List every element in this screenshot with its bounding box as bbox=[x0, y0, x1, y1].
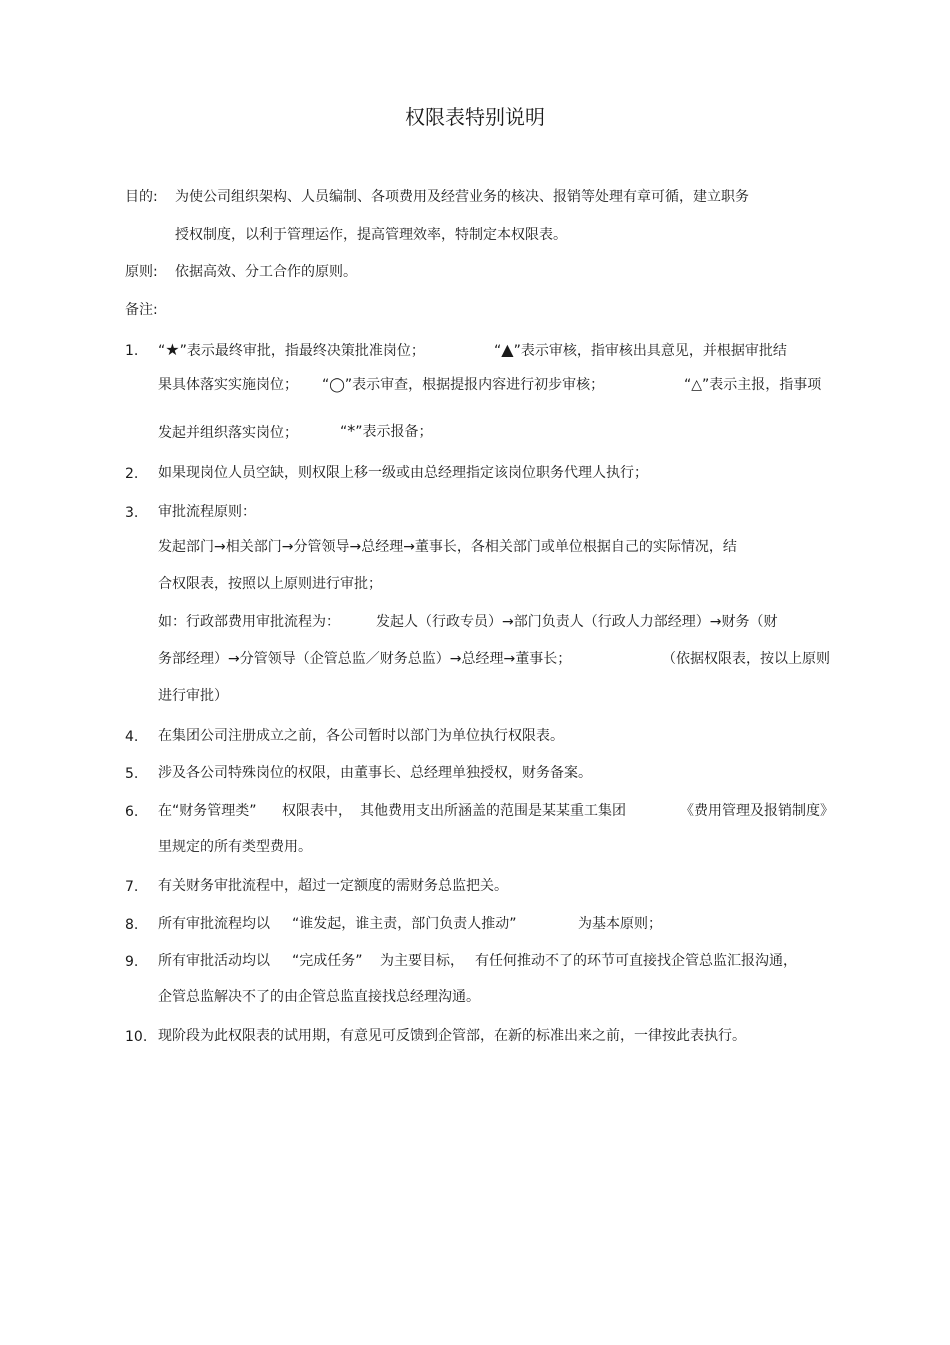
item-6-line1-c: 其他费用支出所涵盖的范围是某某重工集团 bbox=[360, 803, 626, 819]
star-symbol: ★ bbox=[165, 340, 180, 359]
item-9-number: 9. bbox=[125, 954, 139, 970]
item-1-line2-b: “◯”表示审查，根据提报内容进行初步审核； bbox=[322, 377, 605, 393]
item-3-line5-a: 务部经理）→分管领导（企管总监／财务总监）→总经理→董事长； bbox=[158, 651, 572, 667]
notes-label: 备注: bbox=[125, 302, 158, 318]
item-6-number: 6. bbox=[125, 804, 139, 820]
principle-label: 原则: bbox=[125, 264, 158, 280]
item-1-line2-a: 果具体落实实施岗位； bbox=[158, 377, 298, 393]
item-1-line1-b bbox=[494, 340, 787, 361]
item-6-line1-d: 《费用管理及报销制度》 bbox=[680, 803, 834, 819]
item-3-heading: 审批流程原则： bbox=[158, 504, 256, 520]
item-8-number: 8. bbox=[125, 917, 139, 933]
item-6-line1-a: 在“财务管理类” bbox=[158, 803, 257, 819]
purpose-label: 目的: bbox=[125, 189, 158, 205]
item-4-text: 在集团公司注册成立之前，各公司暂时以部门为单位执行权限表。 bbox=[158, 728, 564, 744]
item-9-text-b: “完成任务” bbox=[292, 953, 363, 969]
page-title: 权限表特别说明 bbox=[405, 105, 545, 129]
item-1-triangle-desc: ”表示审核，指审核出具意见，并根据审批结 bbox=[513, 343, 787, 359]
item-10-text: 现阶段为此权限表的试用期，有意见可反馈到企管部，在新的标准出来之前，一律按此表执行。 bbox=[158, 1028, 746, 1044]
open-quote: “ bbox=[158, 343, 166, 359]
item-1-asterisk-desc: ”表示报备； bbox=[355, 424, 433, 440]
item-5-number: 5. bbox=[125, 766, 139, 782]
item-9-text-a: 所有审批活动均以 bbox=[158, 953, 270, 969]
item-6-line2: 里规定的所有类型费用。 bbox=[158, 839, 312, 855]
item-3-line4-b: 发起人（行政专员）→部门负责人（行政人力部经理）→财务（财 bbox=[376, 614, 778, 630]
item-1-number: 1. bbox=[125, 343, 139, 359]
item-1-line2-c: “△”表示主报，指事项 bbox=[684, 377, 822, 393]
item-3-number: 3. bbox=[125, 505, 139, 521]
item-3-line2: 发起部门→相关部门→分管领导→总经理→董事长，各相关部门或单位根据自己的实际情况，结 bbox=[158, 539, 737, 555]
item-8-text-a: 所有审批流程均以 bbox=[158, 916, 270, 932]
principle-text: 依据高效、分工合作的原则。 bbox=[175, 264, 357, 280]
item-3-line3: 合权限表，按照以上原则进行审批； bbox=[158, 576, 382, 592]
item-4-number: 4. bbox=[125, 729, 139, 745]
item-7-text: 有关财务审批流程中，超过一定额度的需财务总监把关。 bbox=[158, 878, 508, 894]
item-6-line1-b: 权限表中， bbox=[282, 803, 352, 819]
purpose-text-line2: 授权制度，以利于管理运作，提高管理效率，特制定本权限表。 bbox=[175, 227, 567, 243]
item-9-text-d: 有任何推动不了的环节可直接找企管总监汇报沟通， bbox=[475, 953, 797, 969]
item-1-line1-a bbox=[158, 340, 425, 361]
item-1-star-desc: ”表示最终审批，指最终决策批准岗位； bbox=[179, 343, 425, 359]
item-1-line3-a: 发起并组织落实岗位； bbox=[158, 425, 298, 441]
item-5-text: 涉及各公司特殊岗位的权限，由董事长、总经理单独授权，财务备案。 bbox=[158, 765, 592, 781]
asterisk-symbol: * bbox=[347, 421, 356, 440]
item-7-number: 7. bbox=[125, 879, 139, 895]
item-3-line5-b: （依据权限表，按以上原则 bbox=[662, 651, 830, 667]
item-3-line6: 进行审批） bbox=[158, 688, 228, 704]
item-2-number: 2. bbox=[125, 466, 139, 482]
open-quote: “ bbox=[340, 424, 348, 440]
item-1-line3-b bbox=[340, 421, 433, 442]
item-2-text: 如果现岗位人员空缺，则权限上移一级或由总经理指定该岗位职务代理人执行； bbox=[158, 465, 648, 481]
purpose-text-line1: 为使公司组织架构、人员编制、各项费用及经营业务的核决、报销等处理有章可循，建立职务 bbox=[175, 189, 749, 205]
item-9-line2: 企管总监解决不了的由企管总监直接找总经理沟通。 bbox=[158, 989, 480, 1005]
item-8-text-b: “谁发起，谁主责，部门负责人推动” bbox=[292, 916, 517, 932]
item-10-number: 10. bbox=[125, 1029, 148, 1045]
item-9-text-c: 为主要目标， bbox=[380, 953, 464, 969]
open-quote: “ bbox=[494, 343, 502, 359]
item-3-line4-a: 如：行政部费用审批流程为： bbox=[158, 614, 340, 630]
item-8-text-c: 为基本原则； bbox=[578, 916, 662, 932]
triangle-filled-symbol: ▲ bbox=[501, 340, 514, 359]
